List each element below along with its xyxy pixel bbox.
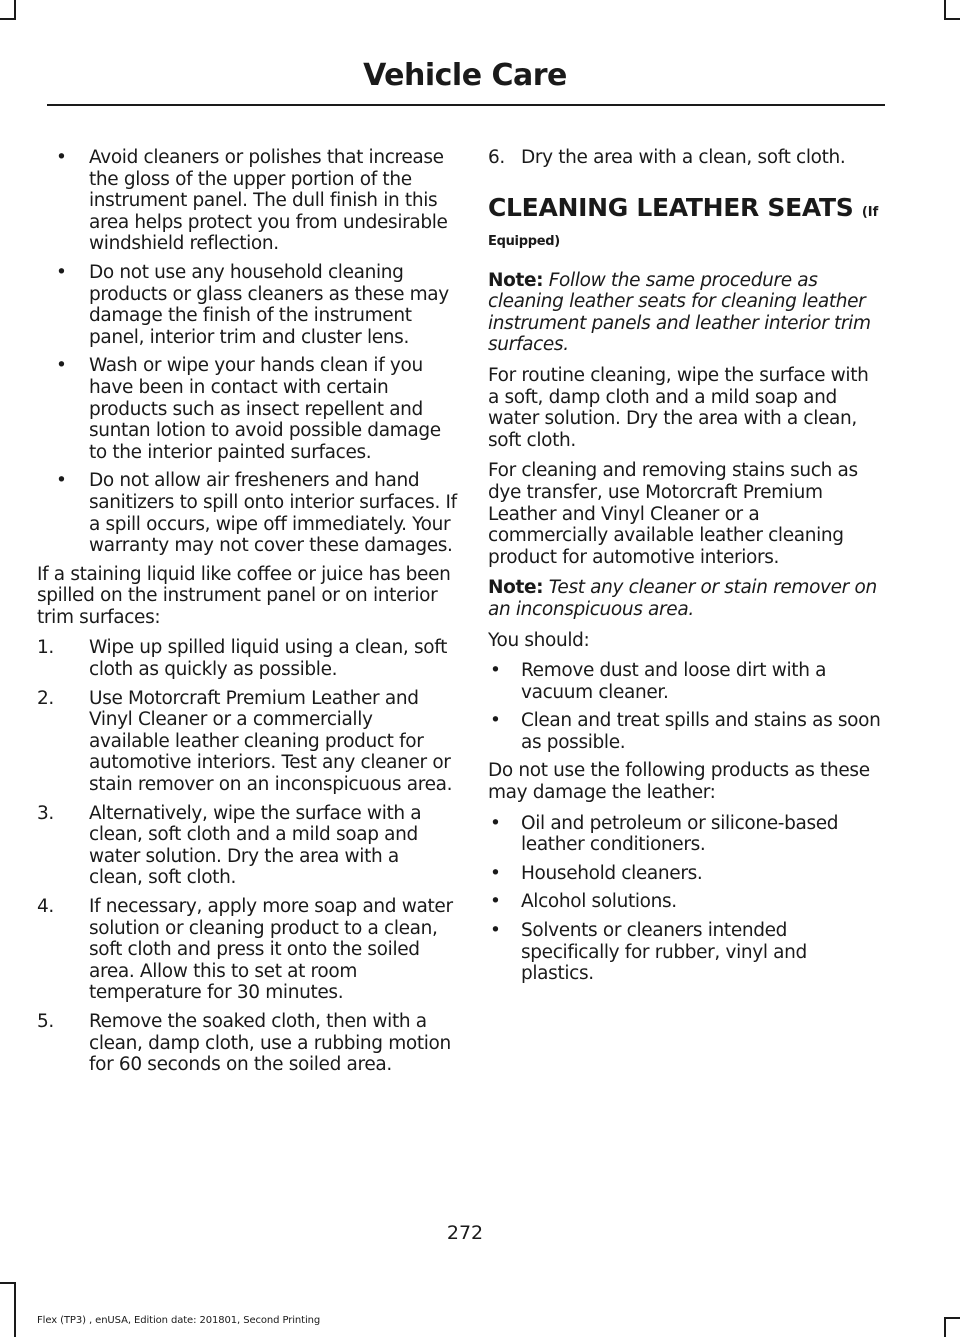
bullet-mark: • (490, 710, 501, 732)
right-column (488, 147, 883, 992)
list-item-text: Household cleaners. (521, 862, 703, 884)
list-item-text: Remove dust and loose dirt with a vacuum cleaner. (521, 660, 827, 703)
page-title-text: Vehicle Care (363, 58, 567, 93)
step-number: 3. (37, 802, 54, 824)
note-paragraph (488, 270, 883, 356)
step-item (37, 896, 457, 1004)
stain-removal-paragraph: For cleaning and removing stains such as dye transfer, use Motorcraft Premium Leather and Vinyl Cleaner or a commercially available leather cleaning product for automotive interiors. (488, 460, 858, 568)
avoid-intro-paragraph: Do not use the following products as these may damage the leather: (488, 760, 870, 804)
bullet-mark: • (490, 660, 501, 682)
list-item-text: Wash or wipe your hands clean if you have been in contact with certain products such as insect repellent and suntan lotion to avoid possible damage to the interior painted surfaces. (89, 355, 441, 463)
crop-mark (0, 18, 16, 20)
list-item-text: Solvents or cleaners intended specifically for rubber, vinyl and plastics. (521, 920, 807, 985)
step-text: Alternatively, wipe the surface with a clean, soft cloth and a mild soap and water solution. Dry the area with a clean, soft cloth. (89, 802, 422, 889)
list-item (488, 891, 883, 913)
list-item-text: Avoid cleaners or polishes that increase the gloss of the upper portion of the instrument panel. The dull finish in this area helps protect you from undesirable windshield reflection. (89, 147, 448, 255)
section-heading-text: CLEANING LEATHER SEATS (488, 192, 854, 222)
crop-mark (944, 1317, 960, 1319)
step-number: 5. (37, 1010, 54, 1032)
crop-mark (14, 1282, 16, 1337)
list-item (488, 863, 883, 885)
step-text: Wipe up spilled liquid using a clean, soft cloth as quickly as possible. (89, 637, 447, 681)
step-item (37, 1011, 457, 1076)
section-heading (488, 193, 883, 252)
list-item (37, 147, 457, 255)
header-divider (47, 104, 885, 106)
step-number: 6. (488, 147, 505, 168)
crop-mark (944, 1317, 946, 1337)
list-item (488, 920, 883, 985)
bullet-mark: • (490, 812, 501, 834)
bullet-mark: • (56, 261, 67, 283)
bullet-mark: • (56, 470, 67, 492)
list-item-text: Alcohol solutions. (521, 891, 677, 913)
list-item (488, 710, 883, 753)
list-item-text: Do not allow air fresheners and hand sanitizers to spill onto interior surfaces. If a spill occurs, wipe off immediately. Your warranty may not cover these damages. (89, 470, 457, 557)
left-column (37, 147, 457, 1083)
footer-text: Flex (TP3) , enUSA, Edition date: 201801, Second Printing (37, 1315, 321, 1326)
bullet-mark: • (56, 147, 67, 168)
should-label: You should: (488, 629, 590, 651)
step-number: 4. (37, 896, 54, 917)
list-item (488, 813, 883, 856)
page-number-text: 272 (446, 1222, 484, 1244)
page-title (0, 58, 960, 93)
routine-cleaning-paragraph: For routine cleaning, wipe the surface with a soft, damp cloth and a mild soap and water solution. Dry the area with a clean, soft cloth. (488, 364, 869, 451)
crop-mark (944, 18, 960, 20)
crop-mark (0, 1282, 16, 1284)
step-item (37, 688, 457, 796)
section-heading-qualifier-cont: Equipped) (488, 233, 560, 249)
crop-mark (14, 0, 16, 20)
crop-mark (944, 0, 946, 20)
list-item-text: Do not use any household cleaning products or glass cleaners as these may damage the finish of the instrument panel, interior trim and cluster lens. (89, 261, 449, 348)
page-number (0, 1222, 960, 1244)
bullet-mark: • (490, 862, 501, 884)
note-text: Test any cleaner or stain remover on an inconspicuous area. (488, 577, 877, 620)
list-item (488, 660, 883, 703)
list-item (37, 355, 457, 463)
list-item (37, 262, 457, 348)
note-label: Note: (488, 269, 544, 291)
note-paragraph (488, 577, 883, 620)
step-item (488, 147, 883, 169)
note-text: Follow the same procedure as cleaning leather seats for cleaning leather instrument panels and leather interior trim surfaces. (488, 269, 871, 356)
step-number: 1. (37, 637, 54, 659)
list-item-text: Clean and treat spills and stains as soon as possible. (521, 710, 881, 753)
bullet-mark: • (56, 355, 67, 377)
step-item (37, 637, 457, 680)
step-item (37, 803, 457, 889)
bullet-mark: • (490, 920, 501, 942)
list-item-text: Oil and petroleum or silicone-based leather conditioners. (521, 812, 839, 856)
spill-intro-paragraph: If a staining liquid like coffee or juice has been spilled on the instrument panel or on interior trim surfaces: (37, 563, 451, 628)
step-text: Use Motorcraft Premium Leather and Vinyl Cleaner or a commercially available leather cleaning product for automotive interiors. Test any cleaner or stain remover on an inconspicuous area. (89, 687, 453, 796)
step-number: 2. (37, 687, 54, 709)
step-text: Remove the soaked cloth, then with a clean, damp cloth, use a rubbing motion for 60 seconds on the soiled area. (89, 1010, 451, 1076)
step-text: If necessary, apply more soap and water solution or cleaning product to a clean, soft cloth and press it onto the soiled area. Allow this to set at room temperature for 30 minutes. (89, 896, 453, 1004)
list-item (37, 470, 457, 556)
bullet-mark: • (490, 891, 501, 913)
step-text: Dry the area with a clean, soft cloth. (521, 147, 846, 168)
note-label: Note: (488, 577, 544, 599)
section-heading-qualifier: (If (861, 204, 879, 220)
